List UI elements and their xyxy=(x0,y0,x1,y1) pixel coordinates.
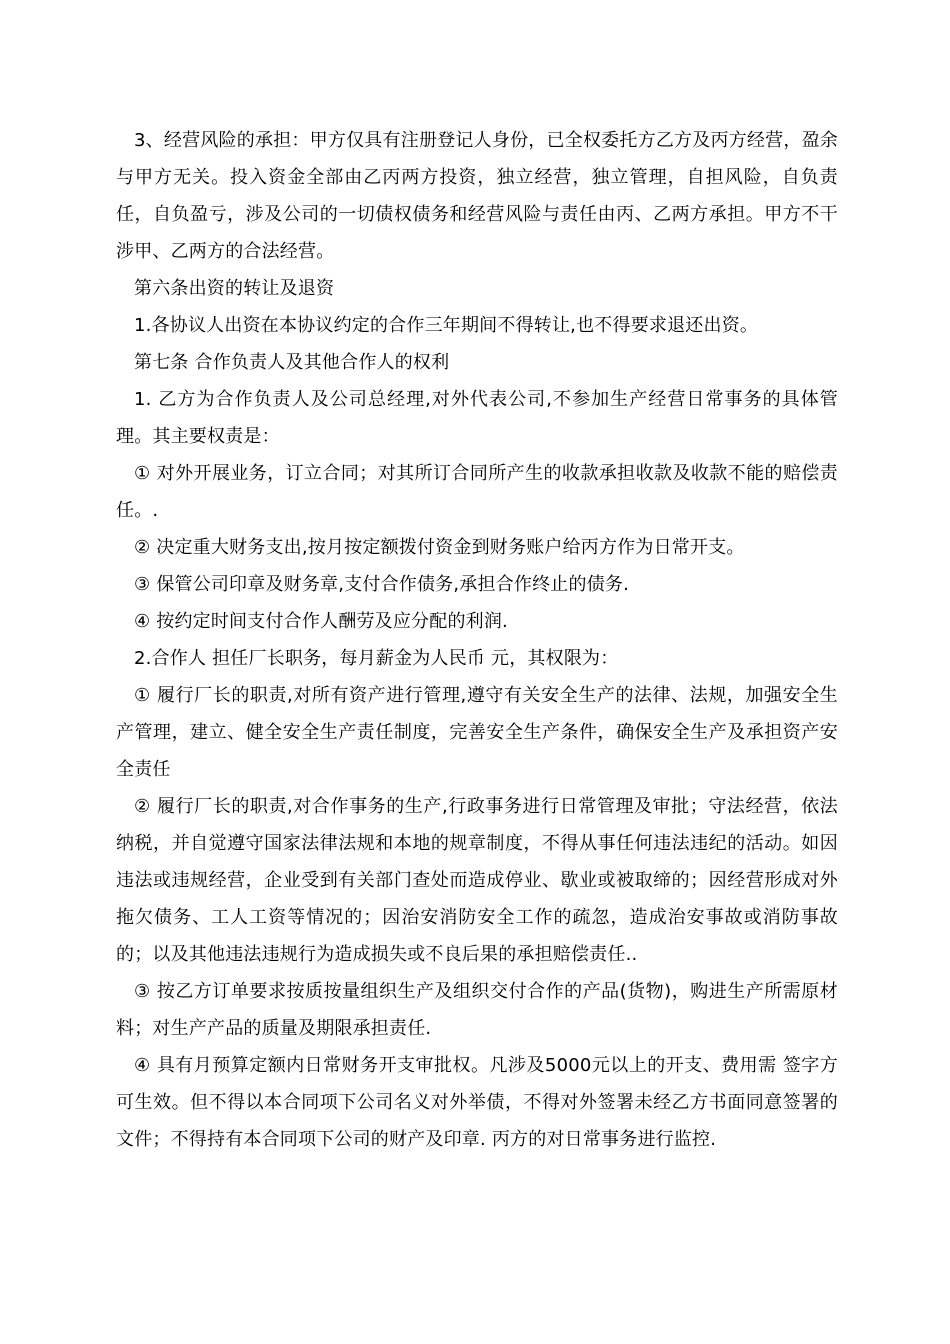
heading-article-seven: 第七条 合作负责人及其他合作人的权利 xyxy=(134,352,450,373)
paragraph-transfer-clause: 1.各协议人出资在本协议约定的合作三年期间不得转让,也不得要求退还出资。 xyxy=(134,315,759,336)
paragraph-director-duty-1: ① 履行厂长的职责,对所有资产进行管理,遵守有关安全生产的法律、法规，加强安全生产管理，建立、健全安全生产责任制度，完善安全生产条件，确保安全生产及承担资产安全责任 xyxy=(116,685,838,780)
paragraph-b-duty-2: ② 决定重大财务支出,按月按定额拨付资金到财务账户给丙方作为日常开支。 xyxy=(134,537,745,558)
paragraph-party-b-role: 1. 乙方为合作负责人及公司总经理,对外代表公司,不参加生产经营日常事务的具体管理。其主要权责是： xyxy=(116,389,838,447)
paragraph-director-duty-2: ② 履行厂长的职责,对合作事务的生产,行政事务进行日常管理及审批；守法经营，依法纳税，并自觉遵守国家法律法规和本地的规章制度，不得从事任何违法违纪的活动。如因违法或违规经营，企业受到有关部门查处而造成停业、歇业或被取缔的；因经营形成对外拖欠债务、工人工资等情况的；因治安消防安全工作的疏忽，造成治安事故或消防事故的；以及其他违法违规行为造成损失或不良后果的承担赔偿责任.. xyxy=(116,796,838,965)
paragraph-director-duty-4: ④ 具有月预算定额内日常财务开支审批权。凡涉及5000元以上的开支、费用需 签字方可生效。但不得以本合同项下公司名义对外举债，不得对外签署未经乙方书面同意签署的文件；不得持有本合同项下公司的财产及印章. 丙方的对日常事务进行监控. xyxy=(116,1055,838,1150)
paragraph-b-duty-1: ① 对外开展业务，订立合同；对其所订合同所产生的收款承担收款及收款不能的赔偿责任。. xyxy=(116,463,838,521)
heading-article-six: 第六条出资的转让及退资 xyxy=(134,278,335,299)
paragraph-b-duty-3: ③ 保管公司印章及财务章,支付合作债务,承担合作终止的债务. xyxy=(134,574,630,595)
paragraph-director-duty-3: ③ 按乙方订单要求按质按量组织生产及组织交付合作的产品(货物)，购进生产所需原材料；对生产产品的质量及期限承担责任. xyxy=(116,981,838,1039)
paragraph-risk-bearing: 3、经营风险的承担：甲方仅具有注册登记人身份，已全权委托方乙方及丙方经营，盈余与甲方无关。投入资金全部由乙丙两方投资，独立经营，独立管理，自担风险，自负责任，自负盈亏，涉及公司的一切债权债务和经营风险与责任由丙、乙两方承担。甲方不干涉甲、乙两方的合法经营。 xyxy=(116,130,838,262)
paragraph-b-duty-4: ④ 按约定时间支付合作人酬劳及应分配的利润. xyxy=(134,611,508,632)
paragraph-factory-director: 2.合作人 担任厂长职务，每月薪金为人民币 元，其权限为： xyxy=(134,648,619,669)
